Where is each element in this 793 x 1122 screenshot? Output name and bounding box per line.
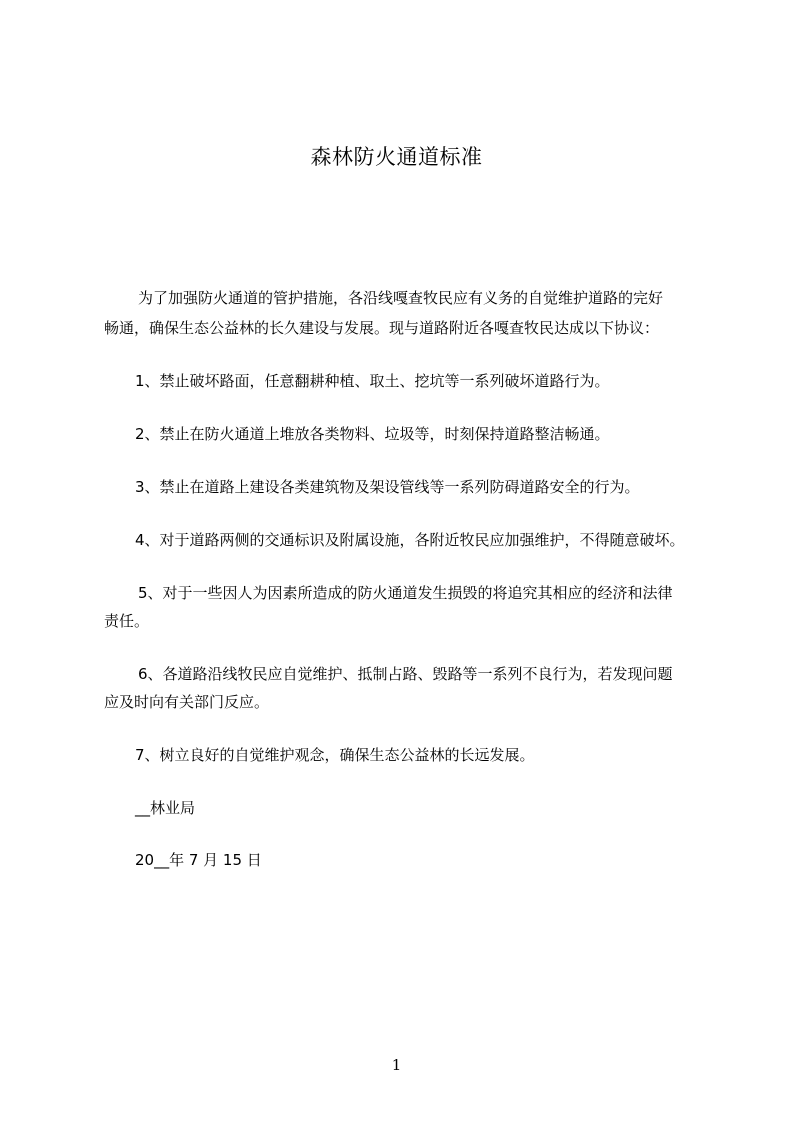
agreement-item-2: 2、禁止在防火通道上堆放各类物料、垃圾等，时刻保持道路整洁畅通。	[135, 425, 610, 443]
agreement-item-7: 7、树立良好的自觉维护观念，确保生态公益林的长远发展。	[135, 746, 535, 764]
document-title: 森林防火通道标准	[310, 145, 483, 169]
agreement-item-3: 3、禁止在道路上建设各类建筑物及架设管线等一系列防碍道路安全的行为。	[135, 478, 640, 496]
agreement-item-6-line-1: 6、各道路沿线牧民应自觉维护、抵制占路、毁路等一系列不良行为，若发现问题	[138, 665, 673, 683]
agreement-item-1: 1、禁止破坏路面，任意翻耕种植、取土、挖坑等一系列破坏道路行为。	[135, 372, 610, 390]
agreement-item-4: 4、对于道路两侧的交通标识及附属设施，各附近牧民应加强维护，不得随意破坏。	[135, 531, 685, 549]
page-number: 1	[391, 1056, 402, 1074]
signature-bureau: __林业局	[135, 799, 196, 817]
agreement-item-5-line-1: 5、对于一些因人为因素所造成的防火通道发生损毁的将追究其相应的经济和法律	[138, 584, 673, 602]
intro-line-1: 为了加强防火通道的管护措施，各沿线嘎查牧民应有义务的自觉维护道路的完好	[138, 289, 664, 307]
intro-line-2: 畅通，确保生态公益林的长久建设与发展。现与道路附近各嘎查牧民达成以下协议：	[104, 319, 660, 337]
agreement-item-6-line-2: 应及时向有关部门反应。	[104, 693, 270, 711]
document-date: 20__年 7 月 15 日	[135, 851, 262, 869]
agreement-item-5-line-2: 责任。	[104, 612, 150, 630]
